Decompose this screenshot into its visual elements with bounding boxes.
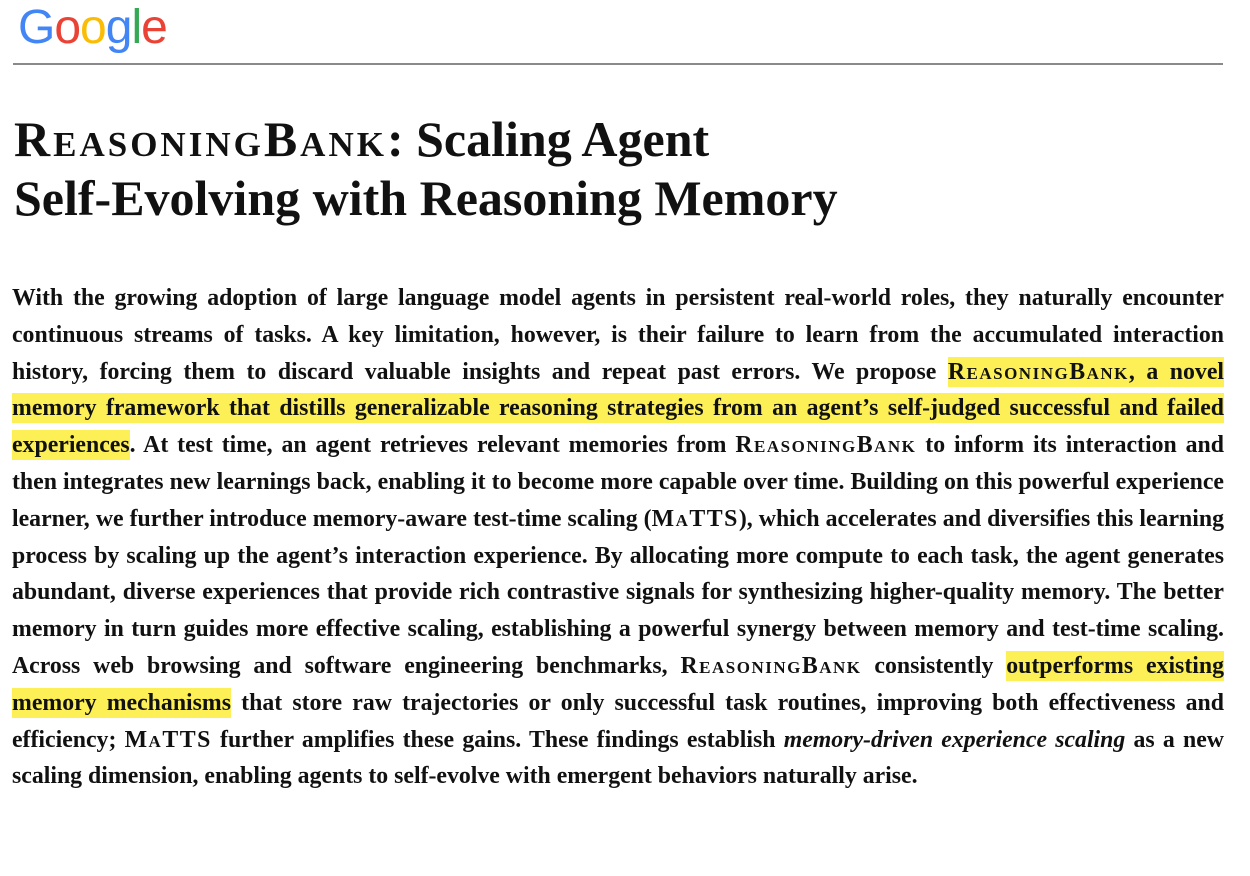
highlight-text: , a novel memory framework that distills generalizable reasoning strategies from an agent’s self-judged successful and failed experiences [12,358,1224,459]
method-name: MaTTS [124,726,212,753]
abstract-text: With the growing adoption of large language model agents in persistent real-world roles, they naturally encounter continuous streams of tasks. A key limitation, however, is their failure to learn from the accumulated interaction history, forcing them to discard valuable insights and repeat past errors. We propose [12,285,1224,385]
abstract-text: consistently [861,652,1007,679]
title-line2: Self-Evolving with Reasoning Memory [14,170,838,226]
system-name: ReasoningBank [735,432,917,459]
logo-letter: o [80,1,106,54]
logo-letter: G [18,1,55,54]
abstract-text: as a new scaling dimension, enabling agents to self-evolve with emergent behaviors naturally arise. [12,726,1224,790]
logo-letter: g [105,1,132,54]
logo-letter: l [131,1,142,54]
logo-letter: o [54,1,81,54]
title-line1-rest: : Scaling Agent [386,111,710,167]
abstract-text: ), which accelerates and diversifies this learning process by scaling up the agent’s interaction experience. By allocating more compute to each task, the agent generates abundant, diverse experiences that provide rich contrastive signals for synthesizing higher-quality memory. The better memory in turn guides more effective scaling, establishing a powerful synergy between memory and test-time scaling. Across web browsing and software engineering benchmarks, [12,505,1224,679]
abstract-text: that store raw trajectories or only successful task routines, improving both effectiveness and efficiency; [12,689,1224,753]
paper-title [14,110,1234,228]
emphasis-text: memory-driven experience scaling [783,726,1126,753]
title-system-name: ReasoningBank [14,111,387,167]
method-name: MaTTS [651,505,739,532]
system-name: ReasoningBank [947,358,1129,385]
logo-letter: e [141,1,167,54]
highlight-2: outperforms existing memory mechanisms [12,652,1224,716]
abstract-text: . At test time, an agent retrieves relevant memories from [129,432,736,459]
google-logo [18,0,167,56]
header-divider [13,63,1223,65]
system-name: ReasoningBank [680,652,862,679]
abstract [12,280,1224,795]
abstract-text: to inform its interaction and then integrates new learnings back, enabling it to become more capable over time. Building on this powerful experience learner, we further introduce memory-aware test-time scaling ( [12,432,1224,532]
abstract-text: further amplifies these gains. These findings establish [211,726,784,753]
